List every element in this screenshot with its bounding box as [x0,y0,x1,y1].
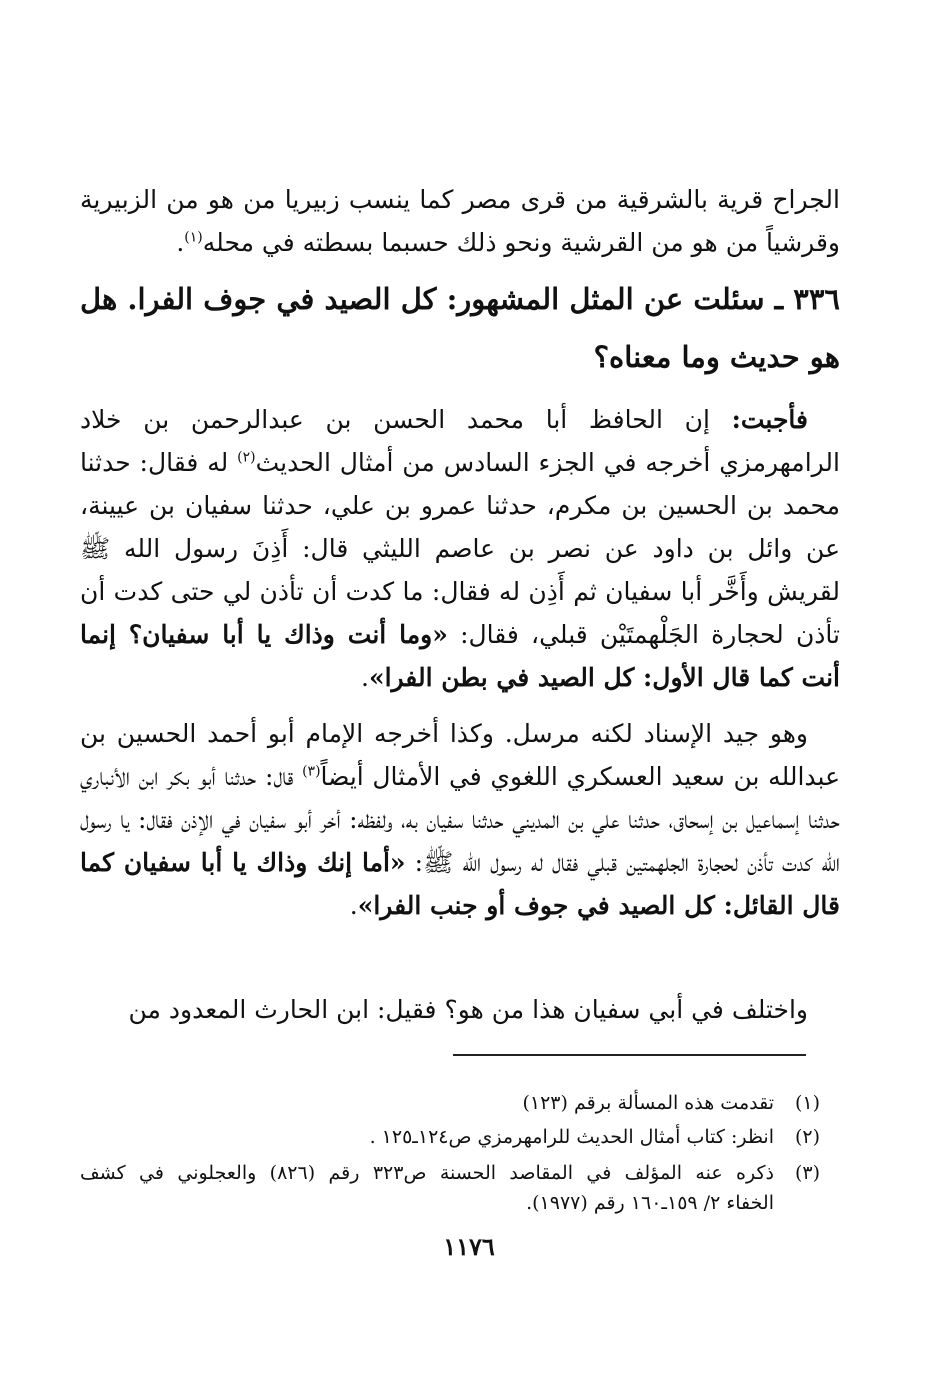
isnad-paragraph [80,712,840,927]
isnad-text-a: وهو جيد الإسناد لكنه مرسل. وكذا أخرجه الإمام أبو أحمد الحسين بن عبدالله بن سعيد العسكري اللغوي في الأمثال أيضاً [80,719,840,791]
answer-quote: «وما أنت وذاك يا أبا سفيان؟ إنما أنت كما قال الأول: كل الصيد في بطن الفرا» [80,620,840,692]
isnad-end: . [349,891,358,920]
closing-paragraph-block [80,988,840,1031]
footnote-1-text: تقدمت هذه المسألة برقم (١٢٣) [522,1092,774,1114]
closing-text: واختلف في أبي سفيان هذا من هو؟ فقيل: ابن الحارث المعدود من [128,995,808,1024]
answer-paragraph [80,398,840,699]
closing-paragraph [80,988,840,1031]
footnote-ref-1: (١) [184,229,203,246]
footnote-3-number: (٣) [794,1162,820,1184]
footnote-3-text: ذكره عنه المؤلف في المقاصد الحسنة ص٣٢٣ رقم (٨٢٦) والعجلوني في كشف [80,1162,774,1184]
question-heading-block [80,270,840,386]
intro-text: الجراح قرية بالشرقية من قرى مصر كما ينسب زبيريا من هو من الزبيرية وقرشياً من هو من القرشية ونحو ذلك حسبما بسطته في محله [80,185,840,257]
intro-paragraph-block [80,178,840,264]
footnote-3 [80,1158,820,1218]
answer-text-a: إن الحافظ أبا محمد الحسن بن عبدالرحمن بن خلاد الرامهرمزي أخرجه في الجزء السادس من أمثال الحديث [80,405,840,477]
question-heading: ٣٣٦ ـ سئلت عن المثل المشهور: كل الصيد في جوف الفرا. هل هو حديث وما معناه؟ [80,282,840,374]
footnote-2-text: انظر: كتاب أمثال الحديث للرامهرمزي ص١٢٤ـ١٢٥ . [369,1126,774,1148]
intro-end: . [176,228,185,257]
isnad-paragraph-block [80,712,840,927]
footnote-ref-2: (٢) [237,449,256,466]
footnote-2 [80,1122,820,1152]
intro-paragraph [80,178,840,264]
answer-end: . [360,663,369,692]
answer-paragraph-block [80,398,840,699]
answer-text-b: له فقال: حدثنا محمد بن الحسين بن مكرم، حدثنا عمرو بن علي، حدثنا سفيان بن عيينة، عن وائل بن داود عن نصر بن عاصم الليثي قال: أَذِنَ رسول الله ﷺ لقريش وأَخَّر أبا سفيان ثم أَذِن له فقال: ما كدت أن تأذن لي حتى كدت أن تأذن لحجارة الجَلْهمتَيْن قبلي، فقال: [80,448,841,649]
footnote-3-continuation: الخفاء ٢/ ١٥٩ـ١٦٠ رقم (١٩٧٧). [526,1192,774,1214]
footnote-1-number: (١) [794,1092,820,1114]
page-number: ١١٧٦ [443,1232,495,1261]
answer-lead: فأجبت: [731,405,808,434]
footnote-2-number: (٢) [794,1126,820,1148]
isnad-text-b: قال: حدثنا أبو بكر ابن الأنباري حدثنا إسماعيل بن إسحاق، حدثنا علي بن المديني حدثنا سفيان به، ولفظه: أخر أبو سفيان في الإذن فقال: يا رسول الله كدت تأذن لحجارة الجلهمتين قبلي فقال له رسول الله ﷺ: [80,762,840,877]
footnote-ref-3: (٣) [302,763,321,780]
isnad-quote: «أما إنك وذاك يا أبا سفيان كما قال القائل: كل الصيد في جوف أو جنب الفرا» [80,848,840,920]
footnote-divider [453,1054,806,1056]
footnote-1 [80,1088,820,1118]
